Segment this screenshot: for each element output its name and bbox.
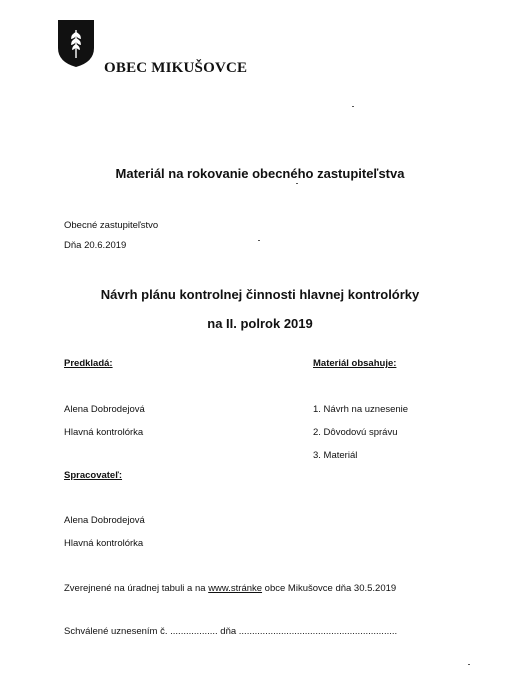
submitter-role: Hlavná kontrolórka: [64, 427, 144, 438]
scan-speck: [352, 106, 354, 107]
municipal-crest-wheat-icon: [56, 18, 96, 68]
main-title-line-1: Návrh plánu kontrolnej činnosti hlavnej kontrolórky: [100, 287, 420, 302]
document-heading: Materiál na rokovanie obecného zastupiteľstva: [115, 166, 405, 181]
publication-prefix: Zverejnené na úradnej tabuli a na: [64, 583, 209, 594]
website-link[interactable]: www.stránke: [208, 583, 263, 594]
scan-speck: [258, 240, 260, 241]
scan-speck: [296, 183, 298, 184]
main-title-line-2: na II. polrok 2019: [207, 316, 313, 331]
author-role: Hlavná kontrolórka: [64, 538, 144, 549]
author-name: Alena Dobrodejová: [64, 515, 145, 526]
meeting-date: Dňa 20.6.2019: [64, 240, 127, 251]
contents-item: 1. Návrh na uznesenie: [313, 404, 409, 415]
contents-item: 2. Dôvodovú správu: [313, 427, 398, 438]
contents-item: 3. Materiál: [313, 450, 358, 461]
author-label: Spracovateľ:: [64, 470, 123, 481]
recipient: Obecné zastupiteľstvo: [64, 220, 159, 231]
contents-label: Materiál obsahuje:: [313, 358, 397, 369]
municipality-name: OBEC MIKUŠOVCE: [104, 60, 248, 76]
submitter-label: Predkladá:: [64, 358, 113, 369]
scan-speck: [468, 664, 470, 665]
submitter-name: Alena Dobrodejová: [64, 404, 145, 415]
approval-line: Schválené uznesením č. .................. dňa ............................................................: [64, 626, 398, 637]
publication-suffix: obce Mikušovce dňa 30.5.2019: [262, 583, 397, 594]
publication-note: [64, 583, 396, 594]
